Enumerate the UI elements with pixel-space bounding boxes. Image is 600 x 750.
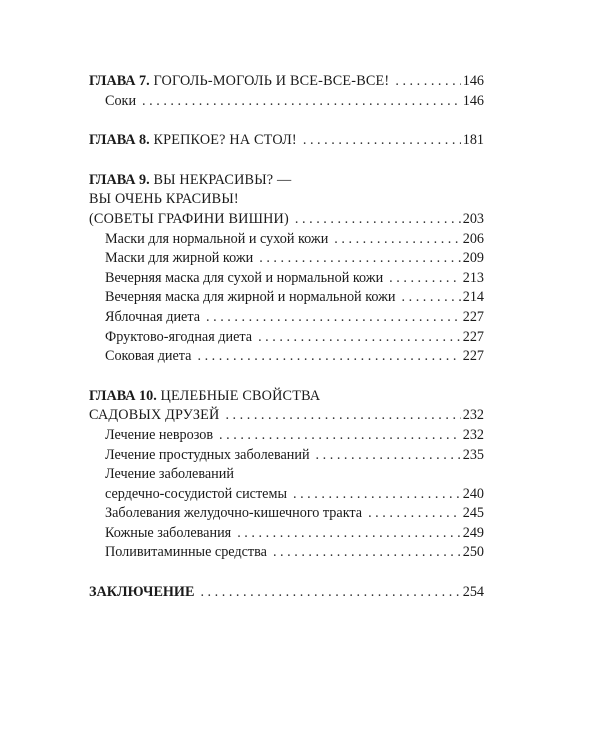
dot-leader: [219, 426, 461, 446]
toc-entry[interactable]: [89, 92, 484, 112]
toc-entry-line-1[interactable]: Лечение заболеваний: [105, 466, 234, 483]
chapter-title: ГОГОЛЬ-МОГОЛЬ И ВСЕ-ВСЕ-ВСЕ!: [153, 73, 390, 89]
page-number: 245: [462, 505, 484, 522]
table-of-contents: [89, 72, 484, 623]
page-number: 209: [462, 250, 484, 267]
page-number: 254: [462, 584, 484, 601]
page-number: 227: [462, 348, 484, 365]
page-number: 240: [462, 485, 484, 502]
toc-entry[interactable]: [89, 230, 484, 250]
toc-entry[interactable]: [89, 426, 484, 446]
chapter-9: [89, 171, 484, 367]
chapter-title: ВЫ НЕКРАСИВЫ? —: [153, 171, 292, 188]
chapter-9-title-line-3[interactable]: [89, 210, 484, 230]
entry-title: Заболевания желудочно-кишечного тракта: [105, 505, 363, 522]
dot-leader: [197, 347, 460, 367]
toc-entry[interactable]: [89, 504, 484, 524]
entry-title: Поливитаминные средства: [105, 544, 267, 561]
toc-entry[interactable]: [89, 347, 484, 367]
chapter-8: [89, 131, 484, 151]
toc-entry[interactable]: [89, 328, 484, 348]
toc-entry[interactable]: [89, 288, 484, 308]
dot-leader: [237, 524, 461, 544]
page-number: 206: [462, 230, 484, 247]
toc-entry-chapter-8[interactable]: [89, 131, 484, 151]
dot-leader: [258, 328, 461, 348]
page-number: 214: [462, 289, 484, 306]
entry-title: Яблочная диета: [105, 308, 201, 325]
dot-leader: [389, 269, 461, 289]
entry-title: Соковая диета: [105, 348, 192, 365]
chapter-10-title-line-2[interactable]: [89, 406, 484, 426]
dot-leader: [225, 406, 460, 426]
chapter-label: ГЛАВА 9.: [89, 171, 150, 188]
page-number: 227: [462, 328, 484, 345]
entry-title: Лечение неврозов: [105, 426, 214, 443]
chapter-label: ГЛАВА 8.: [89, 132, 150, 149]
dot-leader: [303, 131, 461, 151]
page-number: 232: [462, 426, 484, 443]
dot-leader: [316, 446, 461, 466]
page-number: 213: [462, 269, 484, 286]
dot-leader: [395, 72, 460, 92]
chapter-title: ЦЕЛЕБНЫЕ СВОЙСТВА: [160, 387, 321, 404]
conclusion: [89, 583, 484, 603]
toc-entry[interactable]: [89, 308, 484, 328]
page-number: 250: [462, 544, 484, 561]
toc-entry[interactable]: [89, 269, 484, 289]
chapter-title: САДОВЫХ ДРУЗЕЙ: [89, 407, 220, 424]
toc-entry-chapter-7[interactable]: [89, 72, 484, 92]
chapter-label: ГЛАВА 7.: [89, 73, 150, 89]
dot-leader: [259, 249, 460, 269]
entry-title: сердечно-сосудистой системы: [105, 485, 287, 502]
entry-title: Маски для нормальной и сухой кожи: [105, 230, 329, 247]
chapter-7: [89, 72, 484, 111]
entry-title: Лечение простудных заболеваний: [105, 446, 310, 463]
dot-leader: [295, 210, 461, 230]
entry-title: Кожные заболевания: [105, 524, 232, 541]
chapter-label: ГЛАВА 10.: [89, 387, 157, 404]
page-number: 146: [462, 92, 484, 109]
entry-title: Соки: [105, 92, 137, 109]
dot-leader: [200, 583, 460, 603]
page-number: 181: [462, 132, 484, 149]
entry-title: Вечерняя маска для жирной и нормальной кожи: [105, 289, 396, 306]
page-number: 146: [462, 73, 484, 89]
chapter-title: (СОВЕТЫ ГРАФИНИ ВИШНИ): [89, 210, 289, 227]
page-number: 232: [462, 407, 484, 424]
dot-leader: [368, 504, 461, 524]
chapter-10-title-line-1[interactable]: [89, 387, 484, 407]
toc-entry[interactable]: [89, 485, 484, 505]
entry-title: Вечерняя маска для сухой и нормальной кожи: [105, 269, 384, 286]
toc-entry[interactable]: [89, 543, 484, 563]
chapter-10: [89, 387, 484, 563]
toc-entry[interactable]: [89, 524, 484, 544]
dot-leader: [206, 308, 461, 328]
entry-title: Фруктово-ягодная диета: [105, 328, 253, 345]
page-number: 249: [462, 524, 484, 541]
chapter-title: КРЕПКОЕ? НА СТОЛ!: [153, 132, 297, 149]
toc-entry-conclusion[interactable]: [89, 583, 484, 603]
dot-leader: [293, 485, 461, 505]
page-number: 203: [462, 210, 484, 227]
chapter-9-title-line-2: ВЫ ОЧЕНЬ КРАСИВЫ!: [89, 191, 239, 208]
page-number: 235: [462, 446, 484, 463]
toc-entry[interactable]: [89, 446, 484, 466]
chapter-9-title-line-1[interactable]: [89, 171, 484, 191]
toc-entry[interactable]: [89, 249, 484, 269]
dot-leader: [273, 543, 461, 563]
dot-leader: [334, 230, 460, 250]
dot-leader: [142, 92, 461, 112]
dot-leader: [402, 288, 461, 308]
entry-title: Маски для жирной кожи: [105, 250, 254, 267]
conclusion-label: ЗАКЛЮЧЕНИЕ: [89, 584, 195, 601]
page-number: 227: [462, 308, 484, 325]
